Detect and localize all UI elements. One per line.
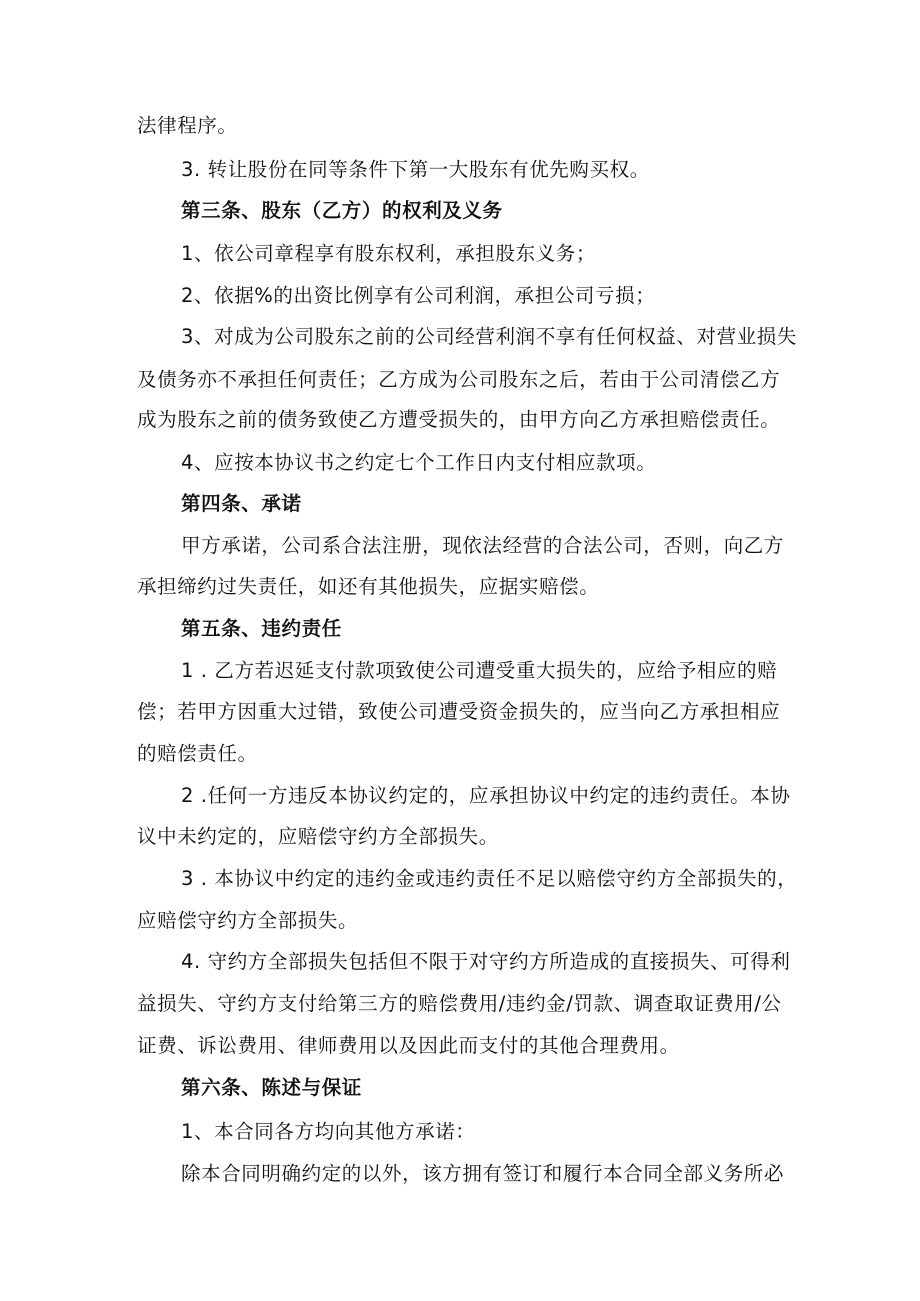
paragraph-line: 2 .任何一方违反本协议约定的，应承担协议中约定的违约责任。本协 — [181, 784, 791, 807]
section-heading: 第五条、违约责任 — [181, 617, 342, 640]
paragraph-line: 3. 转让股份在同等条件下第一大股东有优先购买权。 — [181, 158, 650, 181]
paragraph-line: 承担缔约过失责任，如还有其他损失，应据实赔偿。 — [137, 575, 600, 598]
paragraph-line: 的赔偿责任。 — [137, 742, 258, 765]
section-heading: 第六条、陈述与保证 — [181, 1076, 362, 1099]
section-heading: 第四条、承诺 — [181, 492, 302, 515]
paragraph-line: 益损失、守约方支付给第三方的赔偿费用/违约金/罚款、调查取证费用/公 — [137, 992, 782, 1015]
paragraph-line: 证费、诉讼费用、律师费用以及因此而支付的其他合理费用。 — [137, 1034, 680, 1057]
paragraph-line: 4. 守约方全部损失包括但不限于对守约方所造成的直接损失、可得利 — [181, 950, 791, 973]
paragraph-line: 1、依公司章程享有股东权利，承担股东义务； — [181, 242, 597, 265]
paragraph-line: 法律程序。 — [137, 114, 238, 137]
paragraph-line: 2、依据%的出资比例享有公司利润，承担公司亏损； — [181, 284, 656, 307]
paragraph-line: 议中未约定的，应赔偿守约方全部损失。 — [137, 825, 499, 848]
paragraph-line: 甲方承诺，公司系合法注册，现依法经营的合法公司，否则，向乙方 — [181, 534, 785, 557]
paragraph-line: 除本合同明确约定的以外，该方拥有签订和履行本合同全部义务所必 — [181, 1162, 785, 1185]
paragraph-line: 4、应按本协议书之约定七个工作日内支付相应款项。 — [181, 451, 657, 474]
paragraph-line: 1、本合同各方均向其他方承诺： — [181, 1120, 476, 1143]
paragraph-line: 1 . 乙方若迟延支付款项致使公司遭受重大损失的，应给予相应的赔 — [181, 659, 778, 682]
paragraph-line: 3 . 本协议中约定的违约金或违约责任不足以赔偿守约方全部损失的， — [181, 867, 798, 890]
section-heading: 第三条、股东（乙方）的权利及义务 — [181, 199, 503, 222]
paragraph-line: 成为股东之前的债务致使乙方遭受损失的，由甲方向乙方承担赔偿责任。 — [137, 408, 781, 431]
paragraph-line: 偿；若甲方因重大过错，致使公司遭受资金损失的，应当向乙方承担相应 — [137, 700, 781, 723]
paragraph-line: 及债务亦不承担任何责任；乙方成为公司股东之后，若由于公司清偿乙方 — [137, 368, 781, 391]
paragraph-line: 应赔偿守约方全部损失。 — [137, 909, 359, 932]
paragraph-line: 3、对成为公司股东之前的公司经营利润不享有任何权益、对营业损失 — [181, 325, 798, 348]
